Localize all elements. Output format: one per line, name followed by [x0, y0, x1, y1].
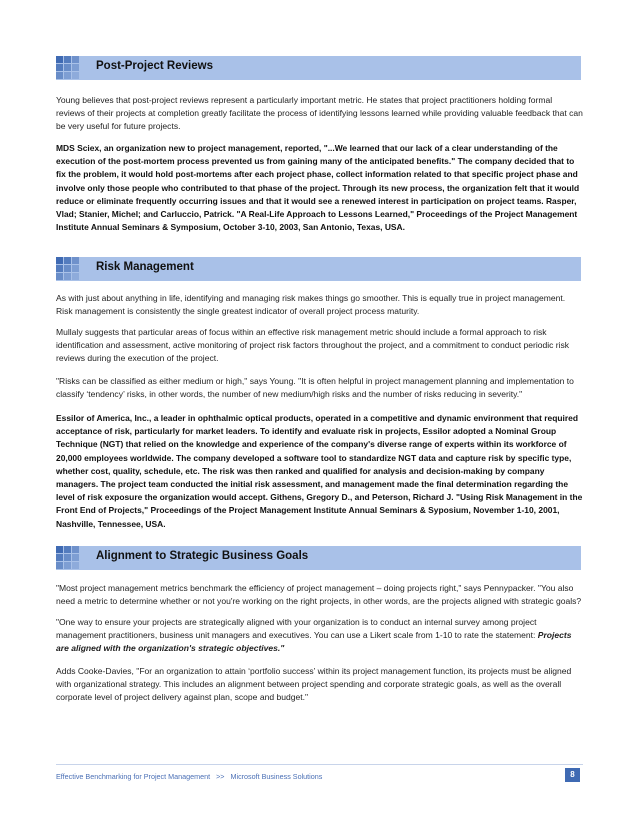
section-decor-squares — [56, 56, 86, 80]
footer — [56, 772, 322, 781]
paragraph: "Risks can be classified as either medium or high," says Young. "It is often helpful in project management planning and implementation to classify ‘tendency’ risks, in other words, the number of new medium/high risks and the number of risks reducing in severity." — [56, 376, 574, 399]
emphasized-statement: Projects are aligned with the organization's strategic objectives." — [56, 630, 572, 653]
section-header-alignment — [56, 546, 581, 570]
paragraph: Adds Cooke-Davies, "For an organization to attain ‘portfolio success’ within its project management function, its projects must be aligned with organizational strategy. This includes an alignment between project spending and corporate strategic goals, as well as the overall corporate level of project delivery against plan, scope and budget." — [56, 666, 572, 702]
footer-divider — [56, 764, 583, 765]
footer-separator: >> — [216, 772, 225, 781]
section-header-risk-management — [56, 257, 581, 281]
section-title: Risk Management — [96, 261, 194, 273]
paragraph: As with just about anything in life, identifying and managing risk makes things go smoother. This is equally true in project management. Risk management is consistently the single greatest indicator of overall project process maturity. — [56, 293, 566, 316]
section-decor-squares — [56, 546, 86, 570]
section-title: Alignment to Strategic Business Goals — [96, 550, 309, 562]
paragraph: Mullaly suggests that particular areas of focus within an effective risk management metric should include a formal approach to risk identification and assessment, active monitoring of project risk factors throughout the project, and a commitment to conduct periodic risk reviews during the execution of the project. — [56, 327, 570, 363]
case-study-paragraph: Essilor of America, Inc., a leader in ophthalmic optical products, operated in a competitive and dynamic environment that required acceptance of risk, particularly for market leaders. To identify and evaluate risk in projects, Essilor adopted a Nominal Group Technique (NGT) that relied on the knowledge and experience of the company's diverse range of experts within its workforce of 20,000 employees worldwide. The company developed a software tool to standardize NGT data and capture risk by specific type, whether cost, quality, schedule, etc. The risk was then ranked and qualified for analysis and decision-making by company managers. The project team conducted the initial risk assessment, and management made the final determination regarding the level of risk exposure the organization would accept. Githens, Gregory D., and Peterson, Richard J. "Using Risk Management in the Front End of Projects," Proceedings of the Project Management Institute Annual Seminars & Syposium, November 1-10, 2001, Nashville, Tennessee, USA. — [56, 413, 583, 529]
case-study-paragraph: MDS Sciex, an organization new to project management, reported, "...We learned that our lack of a clear understanding of the execution of the post-mortem process prevented us from gaining many of the anticipated benefits." The company decided that to fix the problem, it would hold post-mortems after each project phase, collect information related to that specific project phase and involve only those people who contributed to that phase of the project. Through its new process, the organization felt that it would reduce or eliminate frequently occurring issues and that it would see a renewed interest in participation on project teams. Rasper, Vlad; Stanier, Michel; and Carluccio, Patrick. "A Real-Life Approach to Lessons Learned," Proceedings of the Project Management Institute Annual Seminars & Symposium, October 3-10, 2003, San Antonio, Texas, USA. — [56, 143, 580, 233]
section-decor-squares — [56, 257, 86, 281]
paragraph: "Most project management metrics benchmark the efficiency of project management – doing projects right," says Pennypacker. "You also need a metric to determine whether or not you're working on the right projects, in other words, are the projects aligned with strategic goals? — [56, 583, 582, 606]
section-header-post-project-reviews — [56, 56, 581, 80]
footer-company: Microsoft Business Solutions — [230, 772, 323, 781]
paragraph: Young believes that post-project reviews represent a particularly important metric. He states that project practitioners holding formal reviews of their projects at completion greatly facilitate the process of identifying lessons learned while providing valuable feedback that can be very useful for future projects. — [56, 95, 583, 131]
paragraph-text: "One way to ensure your projects are strategically aligned with your organization is to conduct an internal survey among project management practitioners, business unit managers and executives. You can use a Likert scale from 1-10 to rate the statement: — [56, 617, 538, 640]
footer-document-title: Effective Benchmarking for Project Management — [56, 772, 211, 781]
section-title: Post-Project Reviews — [96, 60, 213, 72]
paragraph-with-emphasis — [56, 616, 583, 655]
page-number: 8 — [565, 768, 580, 782]
